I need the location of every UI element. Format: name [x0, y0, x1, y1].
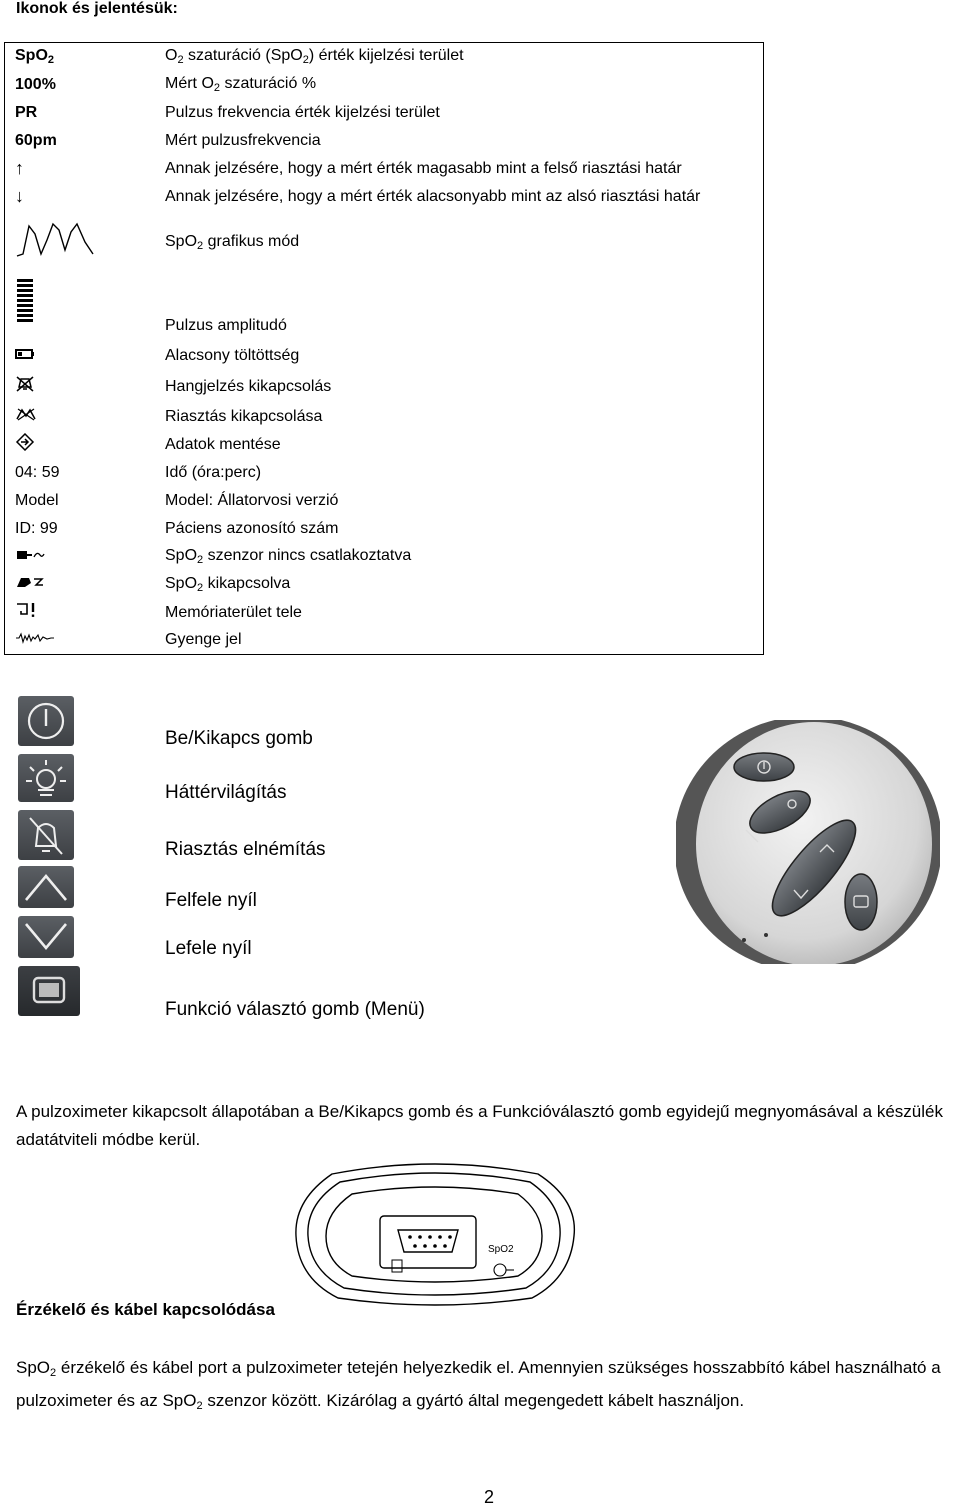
arrow-up-button-label: Felfele nyíl: [165, 890, 257, 911]
menu-button-label: Funkció választó gomb (Menü): [165, 999, 425, 1020]
legend-desc-cell: Annak jelzésére, hogy a mért érték alacsonyabb mint az alsó riasztási határ: [165, 187, 701, 205]
save-data-icon: [5, 431, 156, 459]
arrow-up-icon: ↑: [15, 158, 24, 178]
data-transfer-paragraph: A pulzoximeter kikapcsolt állapotában a Be/Kikapcs gomb és a Funkcióválasztó gomb egyidejű megnyomásával a készülék adatátviteli módbe kerül.: [16, 1102, 943, 1149]
legend-desc-cell: SpO$_2$ kikapcsolva: [165, 575, 291, 594]
sensor-off-icon: [5, 571, 156, 599]
legend-row: [5, 211, 764, 275]
legend-row: [5, 599, 764, 627]
page-heading: Ikonok és jelentésük:: [16, 0, 178, 17]
legend-desc-cell: Hangjelzés kikapcsolás: [165, 377, 332, 395]
spo2-port-label: SpO2: [488, 1244, 514, 1255]
legend-icon-cell: ID: 99: [15, 519, 58, 537]
icon-legend-table: [4, 42, 764, 655]
legend-desc-cell: SpO$_2$ grafikus mód: [165, 233, 300, 252]
sound-off-icon: [5, 371, 156, 403]
legend-row: [5, 43, 764, 71]
legend-desc-cell: Pulzus amplitudó: [165, 316, 287, 334]
legend-row: [5, 571, 764, 599]
alarm-mute-button-label: Riasztás elnémítás: [165, 839, 326, 860]
legend-row: [5, 543, 764, 571]
memory-full-icon: [5, 599, 156, 627]
legend-desc-cell: SpO$_2$ szenzor nincs csatlakoztatva: [165, 547, 412, 566]
legend-desc-cell: Memóriaterület tele: [165, 603, 302, 621]
legend-desc-cell: $O_2$ szaturáció (SpO$_2$) érték kijelzési terület: [165, 47, 464, 67]
menu-icon: [18, 966, 80, 1016]
legend-desc-cell: Mért pulzusfrekvencia: [165, 131, 321, 149]
power-icon: [18, 696, 74, 746]
legend-row: [5, 403, 764, 431]
legend-icon-cell: SpO$_2$: [15, 47, 55, 67]
legend-row: [5, 341, 764, 371]
legend-row: [5, 459, 764, 487]
legend-row: [5, 127, 764, 155]
legend-row: [5, 431, 764, 459]
legend-row: [5, 99, 764, 127]
legend-desc-cell: Adatok mentése: [165, 435, 281, 453]
legend-icon-cell: 100%: [15, 75, 56, 93]
legend-row: [5, 183, 764, 211]
arrow-down-icon: [18, 916, 74, 958]
arrow-down-button-label: Lefele nyíl: [165, 938, 252, 959]
arrow-down-icon: ↓: [15, 186, 24, 206]
legend-icon-cell: PR: [15, 103, 38, 121]
legend-row: [5, 487, 764, 515]
page-number: 2: [484, 1487, 495, 1507]
power-button-label: Be/Kikapcs gomb: [165, 728, 313, 749]
device-keypad-photo: [676, 720, 940, 964]
legend-icon-cell: 04: 59: [15, 463, 60, 481]
legend-icon-cell: Model: [15, 491, 59, 509]
waveform-icon: [5, 211, 156, 275]
legend-row: [5, 371, 764, 403]
legend-desc-cell: Páciens azonosító szám: [165, 519, 339, 537]
device-port-drawing: [292, 1160, 578, 1308]
legend-desc-cell: Model: Állatorvosi verzió: [165, 491, 339, 509]
legend-row: [5, 627, 764, 655]
backlight-button-label: Háttérvilágítás: [165, 782, 287, 803]
legend-desc-cell: Idő (óra:perc): [165, 463, 262, 481]
battery-low-icon: [5, 341, 156, 371]
alarm-off-icon: [5, 403, 156, 431]
legend-row: [5, 155, 764, 183]
legend-row: [5, 275, 764, 341]
section-title: Érzékelő és kábel kapcsolódása: [16, 1300, 275, 1319]
weak-signal-icon: [5, 627, 156, 655]
legend-desc-cell: Gyenge jel: [165, 631, 242, 649]
sensor-disconnected-icon: [5, 543, 156, 571]
legend-desc-cell: Riasztás kikapcsolása: [165, 407, 323, 425]
legend-desc-cell: Mért $O_2$ szaturáció %: [165, 75, 317, 94]
amplitude-bar-icon: [5, 275, 156, 341]
legend-desc-cell: Pulzus frekvencia érték kijelzési terület: [165, 103, 440, 121]
arrow-up-icon: [18, 866, 74, 908]
legend-desc-cell: Annak jelzésére, hogy a mért érték magasabb mint a felső riasztási határ: [165, 159, 682, 177]
legend-icon-cell: 60pm: [15, 131, 57, 149]
sensor-cable-paragraph: SpO$_2$ érzékelő és kábel port a pulzoximeter tetején helyezkedik el. Amennyien szükséges hosszabbító kábel használható a pulzoximeter és az SpO$_2$ szenzor között. Kizárólag a gyártó által megengedett kábelt használjon.: [16, 1358, 941, 1412]
legend-row: [5, 71, 764, 99]
alarm-mute-icon: [18, 810, 74, 860]
legend-row: [5, 515, 764, 543]
backlight-icon: [18, 754, 74, 802]
legend-desc-cell: Alacsony töltöttség: [165, 346, 300, 364]
